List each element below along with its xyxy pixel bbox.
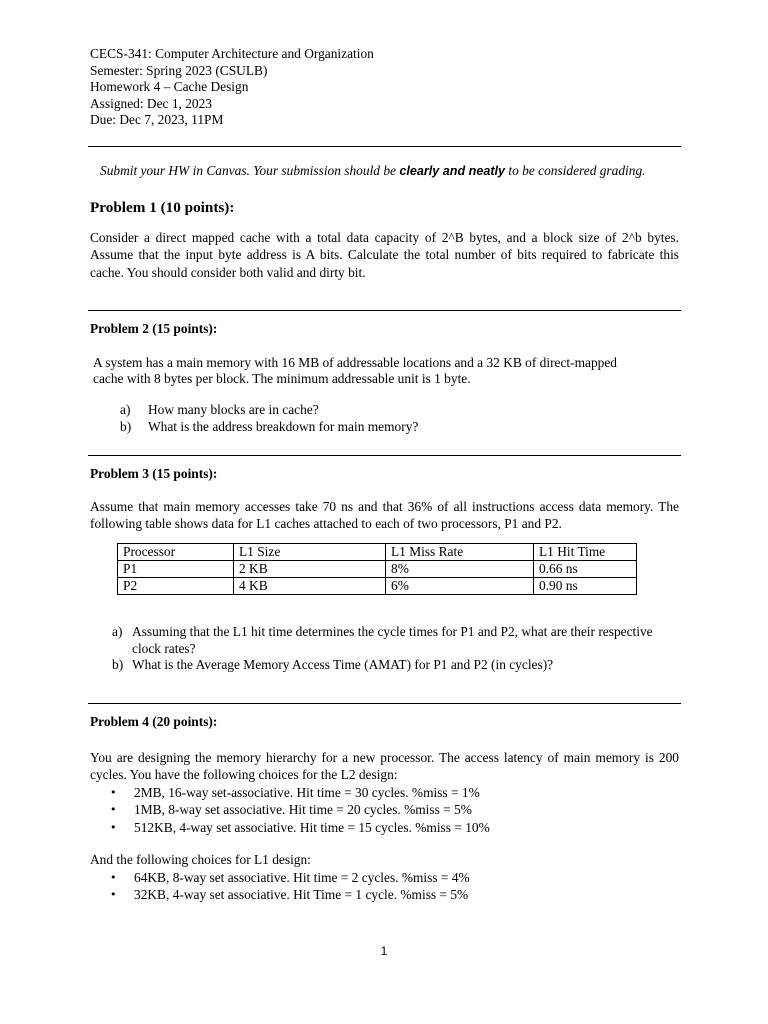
table-cell: P1	[118, 561, 234, 578]
document-header	[90, 46, 374, 129]
problem-3-questions	[112, 624, 680, 674]
table-header-cell: L1 Size	[234, 544, 386, 561]
l1-choices-list	[90, 869, 679, 904]
list-item: • 1MB, 8-way set associative. Hit time = 20 cycles. %miss = 5%	[110, 802, 472, 817]
problem-3-question-b: b) What is the Average Memory Access Time (AMAT) for P1 and P2 (in cycles)?	[112, 657, 554, 672]
table-header-cell: Processor	[118, 544, 234, 561]
table-header-row	[118, 544, 637, 561]
problem-4-title: Problem 4 (20 points):	[90, 714, 218, 729]
table-row	[118, 561, 637, 578]
table-cell: 0.66 ns	[534, 561, 637, 578]
problem-3-text: Assume that main memory accesses take 70 ns and that 36% of all instructions access data memory. The following table shows data for L1 caches attached to each of two processors, P1 and P2.	[90, 498, 679, 531]
divider-header	[88, 146, 681, 147]
problem-1-text: Consider a direct mapped cache with a total data capacity of 2^B bytes, and a block size of 2^b bytes. Assume that the input byte address is A bits. Calculate the total number of bits required to fabricate this cache. You should consider both valid and dirty bit.	[90, 229, 679, 280]
problem-2-questions	[120, 402, 680, 435]
page-number: 1	[380, 944, 388, 958]
l2-choices-list	[90, 784, 679, 837]
problem-2-question-a: a) How many blocks are in cache?	[120, 402, 319, 417]
problem-4-text: You are designing the memory hierarchy for a new processor. The access latency of main memory is 200 cycles. You have the following choices for the L2 design:	[90, 749, 679, 782]
note-text-after: to be considered grading.	[505, 163, 646, 178]
semester-line: Semester: Spring 2023 (CSULB)	[90, 62, 268, 78]
problem-2-question-b: b) What is the address breakdown for main memory?	[120, 418, 419, 434]
submission-note	[100, 163, 646, 180]
list-item: • 32KB, 4-way set associative. Hit Time = 1 cycle. %miss = 5%	[110, 887, 469, 902]
problem-1	[90, 200, 679, 281]
table-cell: 2 KB	[234, 561, 386, 578]
table-cell: P2	[118, 578, 234, 595]
divider-problem-3	[88, 703, 681, 704]
bullet-icon: •	[110, 870, 117, 884]
course-title: CECS-341: Computer Architecture and Organization	[90, 46, 374, 61]
problem-3	[90, 466, 679, 533]
list-item: • 64KB, 8-way set associative. Hit time = 2 cycles. %miss = 4%	[110, 869, 470, 885]
table-cell: 4 KB	[234, 578, 386, 595]
table-cell: 6%	[386, 578, 534, 595]
assigned-date: Assigned: Dec 1, 2023	[90, 95, 212, 111]
table-cell: 0.90 ns	[534, 578, 637, 595]
divider-problem-1	[88, 310, 681, 311]
bullet-icon: •	[110, 888, 117, 901]
problem-1-title: Problem 1 (10 points):	[90, 199, 235, 216]
due-date: Due: Dec 7, 2023, 11PM	[90, 112, 224, 127]
bullet-icon: •	[110, 803, 117, 816]
note-text-before: Submit your HW in Canvas. Your submission should be	[100, 163, 400, 178]
table-row	[118, 578, 637, 595]
problem-3-title: Problem 3 (15 points):	[90, 466, 218, 481]
list-item: • 2MB, 16-way set-associative. Hit time = 30 cycles. %miss = 1%	[110, 784, 480, 800]
table-cell: 8%	[386, 561, 534, 578]
cache-table	[117, 543, 637, 595]
bullet-icon: •	[110, 785, 117, 799]
note-emphasis: clearly and neatly	[399, 164, 506, 178]
problem-4	[90, 714, 679, 904]
list-item: • 512KB, 4-way set associative. Hit time = 15 cycles. %miss = 10%	[110, 819, 490, 835]
problem-2	[90, 321, 617, 388]
problem-2-line-2: cache with 8 bytes per block. The minimum addressable unit is 1 byte.	[93, 371, 471, 386]
l1-choices-intro: And the following choices for L1 design:	[90, 852, 311, 867]
divider-problem-2	[88, 455, 681, 456]
table-header-cell: L1 Hit Time	[534, 544, 637, 561]
problem-2-line-1: A system has a main memory with 16 MB of addressable locations and a 32 KB of direct-mapped	[93, 354, 617, 370]
bullet-icon: •	[110, 820, 117, 834]
homework-title: Homework 4 – Cache Design	[90, 79, 249, 94]
problem-3-question-a: a) Assuming that the L1 hit time determines the cycle times for P1 and P2, what are their respective clock rates?	[112, 624, 653, 656]
problem-2-text	[90, 355, 617, 388]
table-header-cell: L1 Miss Rate	[386, 544, 534, 561]
problem-2-title: Problem 2 (15 points):	[90, 321, 218, 336]
